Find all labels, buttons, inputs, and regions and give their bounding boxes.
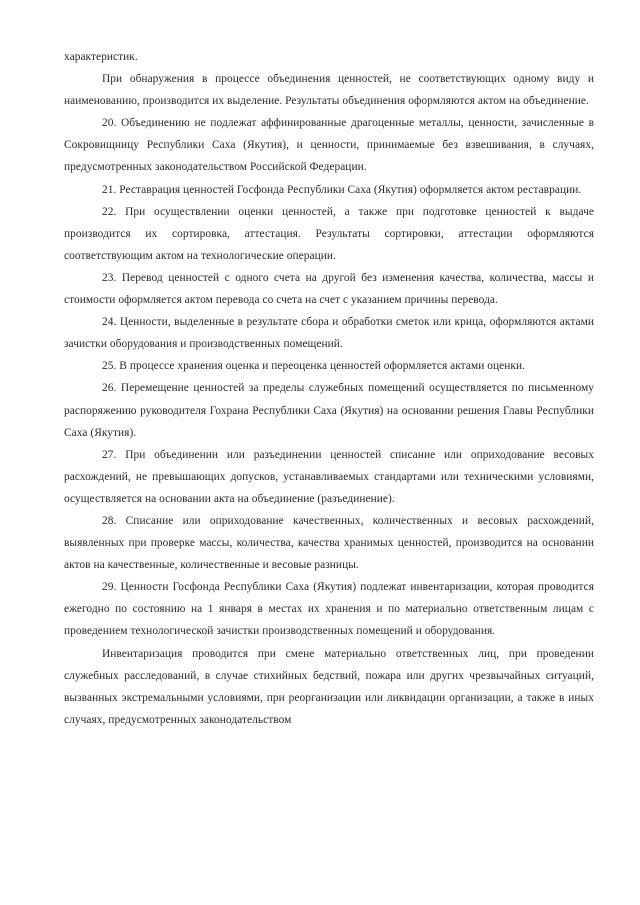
paragraph-21: 21. Реставрация ценностей Госфонда Республики Саха (Якутия) оформляется актом реставрации. [102, 183, 582, 196]
paragraph-22: 22. При осуществлении оценки ценностей, а также при подготовке ценностей к выдаче производится их сортировка, аттестация. Результаты сортировки, аттестации оформляются соответствующим актом на технологические операции. [64, 205, 594, 262]
paragraph-inventory: Инвентаризация проводится при смене материально ответственных лиц, при проведении служебных расследований, в случае стихийных бедствий, пожара или других чрезвычайных ситуаций, вызванных экстремальными условиями, при реорганизации или ликвидации организации, а также в иных случаях, предусмотренных законодательством [64, 647, 594, 726]
document-text [64, 46, 594, 731]
paragraph-23: 23. Перевод ценностей с одного счета на другой без изменения качества, количества, массы и стоимости оформляется актом перевода со счета на счет с указанием причины перевода. [64, 271, 594, 307]
paragraph-20: 20. Объединению не подлежат аффинированные драгоценные металлы, ценности, зачисленные в Сокровищницу Республики Саха (Якутия), и ценности, принимаемые без взвешивания, в случаях, предусмотренных законодательством Российской Федерации. [64, 117, 594, 174]
paragraph-27: 27. При объединении или разъединении ценностей списание или оприходование весовых расхождений, не превышающих допусков, устанавливаемых стандартами или техническими условиями, осуществляется на основании акта на объединение (разъединение). [64, 448, 594, 505]
paragraph-29: 29. Ценности Госфонда Республики Саха (Якутия) подлежат инвентаризации, которая проводится ежегодно по состоянию на 1 января в местах их хранения и по материально ответственным лицам с проведением технологической зачистки производственных помещений и оборудования. [64, 581, 594, 638]
paragraph-24: 24. Ценности, выделенные в результате сбора и обработки сметок или крица, оформляются актами зачистки оборудования и производственных помещений. [64, 316, 594, 351]
paragraph-28: 28. Списание или оприходование качественных, количественных и весовых расхождений, выявленных при проверке массы, количества, качества хранимых ценностей, производится на основании актов на качественные, количественные и весовые разницы. [64, 514, 594, 572]
paragraph-25: 25. В процессе хранения оценка и переоценка ценностей оформляется актами оценки. [102, 360, 526, 373]
paragraph-26: 26. Перемещение ценностей за пределы служебных помещений осуществляется по письменному распоряжению руководителя Гохрана Республики Саха (Якутия) на основании решения Главы Республики Саха (Якутия). [64, 382, 594, 439]
paragraph-continuation: характеристик. [64, 51, 138, 63]
paragraph-merge-separation: При обнаружения в процессе объединения ценностей, не соответствующих одному виду и наименованию, производится их выделение. Результаты объединения оформляются актом на объединение. [64, 73, 594, 108]
